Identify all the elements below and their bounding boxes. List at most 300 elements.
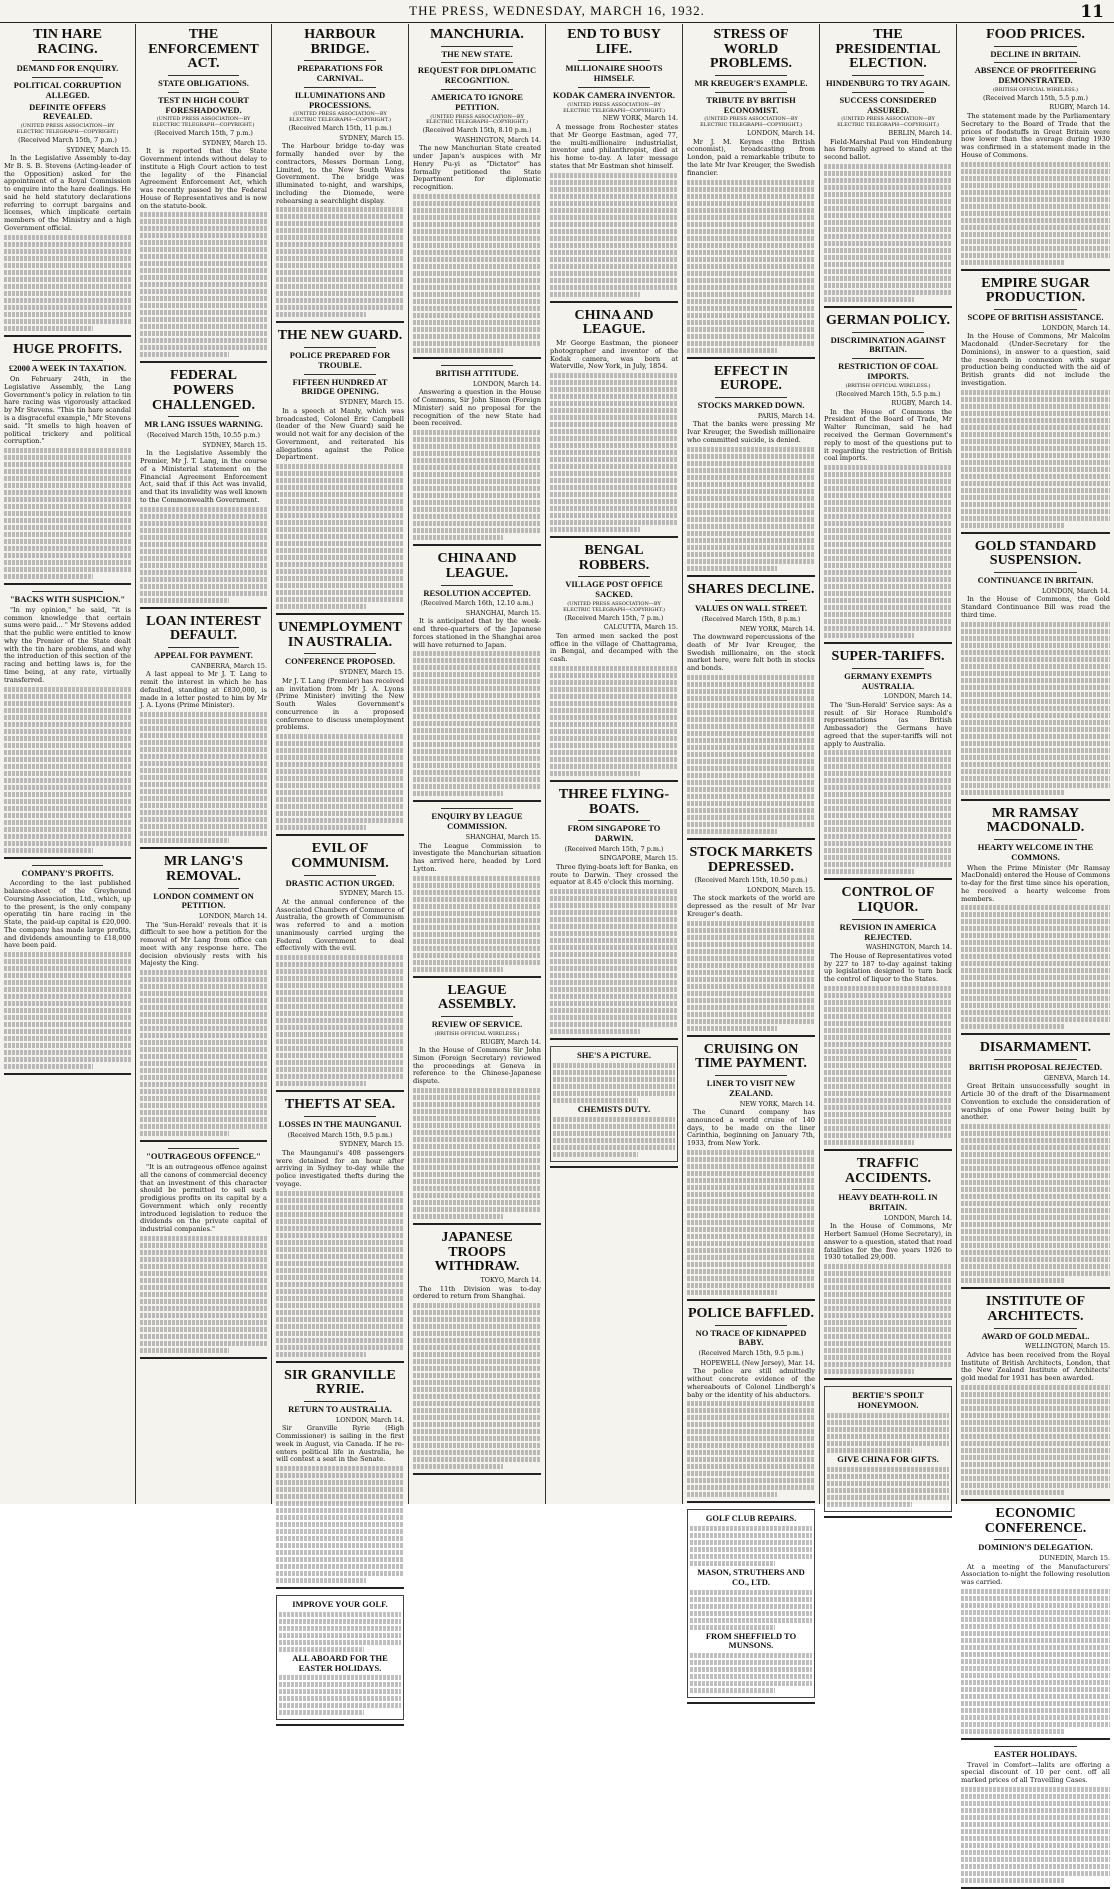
article-separator bbox=[276, 1724, 404, 1726]
subheadline: AWARD OF GOLD MEDAL. bbox=[981, 1330, 1090, 1341]
body-text-lines bbox=[413, 651, 541, 796]
advertisement bbox=[824, 1386, 952, 1511]
article-text: "It is an outrageous offence against all the canons of commercial decency that an investment of this character should be permitted to sell such prodigious profits on its capital by a Government which only recently introduced legislation to reduce the dividends on the private capital of industrial companies." bbox=[140, 1162, 267, 1234]
body-text-lines bbox=[140, 1236, 267, 1353]
subheadline: HEAVY DEATH-ROLL IN BRITAIN. bbox=[838, 1192, 938, 1213]
dateline-place: RUGBY, March 14. bbox=[891, 399, 952, 408]
body-text-lines bbox=[140, 712, 267, 843]
article-separator bbox=[413, 1223, 541, 1225]
article bbox=[687, 365, 815, 577]
dateline-place: TOKYO, March 14. bbox=[480, 1276, 541, 1285]
dateline-place: LONDON, March 14. bbox=[1042, 323, 1110, 332]
subheadline: DECLINE IN BRITAIN. bbox=[990, 48, 1081, 59]
headline: JAPANESE TROOPS WITHDRAW. bbox=[434, 1229, 520, 1275]
body-text-lines bbox=[276, 464, 404, 609]
article-separator bbox=[140, 607, 267, 609]
dateline-place: HOPEWELL (New Jersey), Mar. 14. bbox=[700, 1358, 815, 1367]
article-separator bbox=[687, 1501, 815, 1503]
wire-credit: (UNITED PRESS ASSOCIATION—BY ELECTRIC TELEGRAPH—COPYRIGHT.) bbox=[837, 116, 939, 129]
divider bbox=[852, 1189, 924, 1190]
subheadline: ENQUIRY BY LEAGUE COMMISSION. bbox=[431, 811, 523, 832]
article bbox=[276, 1369, 404, 1590]
wire-credit: (UNITED PRESS ASSOCIATION—BY ELECTRIC TELEGRAPH—COPYRIGHT.) bbox=[16, 123, 119, 136]
divider bbox=[441, 808, 513, 809]
article-text: In the House of Commons, the Gold Standard Continuance Bill was read the third time. bbox=[961, 595, 1110, 619]
article bbox=[140, 855, 267, 1142]
article bbox=[276, 1098, 404, 1362]
dateline-place: PARIS, March 14. bbox=[757, 411, 815, 420]
divider bbox=[994, 572, 1077, 573]
subheadline: MR LANG ISSUES WARNING. bbox=[144, 419, 263, 430]
divider bbox=[304, 374, 376, 375]
article bbox=[824, 650, 952, 880]
article bbox=[550, 1046, 678, 1168]
subheadline: STOCKS MARKED DOWN. bbox=[697, 399, 805, 410]
subheadline: POLITICAL CORRUPTION ALLEGED. bbox=[13, 80, 122, 100]
article bbox=[961, 1041, 1110, 1289]
divider bbox=[852, 358, 924, 359]
article-separator bbox=[961, 532, 1110, 534]
ad-heading: GOLF CLUB REPAIRS. bbox=[705, 1513, 797, 1524]
body-text-lines bbox=[687, 447, 815, 571]
divider bbox=[715, 1075, 787, 1076]
article-text: At a meeting of the Manufacturers' Association to-night the following resolution was carried. bbox=[961, 1562, 1110, 1587]
article-separator bbox=[276, 834, 404, 836]
received-time: (Received March 15th, 8.10 p.m.) bbox=[422, 126, 532, 135]
columns-container bbox=[0, 24, 1114, 1785]
headline: ECONOMIC CONFERENCE. bbox=[984, 1505, 1087, 1536]
headline: CHINA AND LEAGUE. bbox=[574, 307, 654, 338]
subheadline: CONTINUANCE IN BRITAIN. bbox=[977, 574, 1094, 585]
headline: GOLD STANDARD SUSPENSION. bbox=[974, 538, 1097, 569]
dateline-place: NEW YORK, March 14. bbox=[602, 114, 678, 123]
ad-heading: ALL ABOARD FOR THE EASTER HOLIDAYS. bbox=[292, 1652, 388, 1673]
divider bbox=[304, 1401, 376, 1402]
wire-credit: (BRITISH OFFICIAL WIRELESS.) bbox=[845, 382, 931, 389]
divider bbox=[304, 1116, 376, 1117]
article-text: In the House of Commons the President of the Board of Trade, Mr Walter Runciman, said he had received the German Government's reply to most of the questions put to it regarding the restriction of British coal imports. bbox=[824, 407, 952, 463]
subheadline: EASTER HOLIDAYS. bbox=[994, 1748, 1077, 1759]
article-separator bbox=[687, 1035, 815, 1037]
dateline-place: LONDON, March 14. bbox=[884, 1213, 952, 1222]
subheadline: FROM SINGAPORE TO DARWIN. bbox=[567, 823, 661, 844]
wire-credit: (UNITED PRESS ASSOCIATION—BY ELECTRIC TELEGRAPH—COPYRIGHT.) bbox=[563, 600, 665, 613]
divider bbox=[852, 92, 924, 93]
subheadline: DRASTIC ACTION URGED. bbox=[285, 877, 395, 888]
article-separator bbox=[413, 357, 541, 359]
body-text-lines bbox=[413, 194, 541, 353]
article-separator bbox=[4, 335, 131, 337]
article-separator bbox=[961, 1287, 1110, 1289]
article bbox=[140, 369, 267, 608]
subheadline: HEARTY WELCOME IN THE COMMONS. bbox=[977, 841, 1094, 862]
dateline-place: SYDNEY, March 15. bbox=[339, 398, 404, 407]
divider bbox=[441, 365, 513, 366]
article-text: Ten armed men sacked the post office in the village of Chattagrama, in Bengal, and decamped with the cash. bbox=[550, 631, 678, 664]
divider bbox=[441, 585, 513, 586]
body-text-lines bbox=[961, 390, 1110, 528]
article bbox=[276, 842, 404, 1092]
subheadline: RESOLUTION ACCEPTED. bbox=[423, 587, 531, 598]
headline: THREE FLYING-BOATS. bbox=[558, 786, 670, 817]
divider bbox=[852, 668, 924, 669]
article bbox=[824, 28, 952, 308]
dateline-place: CALCUTTA, March 15. bbox=[603, 623, 678, 632]
subheadline: KODAK CAMERA INVENTOR. bbox=[553, 89, 675, 100]
received-time: (Received March 15th, 7 p.m.) bbox=[564, 844, 664, 853]
article-text: It is reported that the State Government intends without delay to institute a High Court action to test the legality of the Financial Agreement Enforcement Act, which was recently passed by the Federal House of Representatives and is now on the statute-book. bbox=[140, 147, 267, 210]
headline: FOOD PRICES. bbox=[986, 27, 1085, 42]
article-text: In the House of Commons Sir John Simon (Foreign Secretary) reviewed the proceedings at Geneva in reference to the Chinese-Japanese dispute. bbox=[413, 1046, 541, 1086]
article bbox=[140, 1148, 267, 1359]
article bbox=[140, 28, 267, 363]
dateline-place: WELLINGTON, March 15. bbox=[1025, 1342, 1110, 1351]
subheadline: TEST IN HIGH COURT FORESHADOWED. bbox=[158, 94, 249, 115]
ad-heading: FROM SHEFFIELD TO MUNSONS. bbox=[705, 1630, 797, 1651]
article-separator bbox=[4, 1073, 131, 1075]
subheadline: VILLAGE POST OFFICE SACKED. bbox=[565, 579, 663, 600]
headline: LOAN INTEREST DEFAULT. bbox=[146, 613, 261, 644]
headline: GERMAN POLICY. bbox=[826, 312, 950, 328]
article-separator bbox=[961, 1738, 1110, 1740]
divider bbox=[168, 1148, 239, 1149]
article-separator bbox=[276, 613, 404, 615]
received-time: (Received March 15th, 9.5 p.m.) bbox=[287, 1130, 393, 1139]
article-text: The statement made by the Parliamentary Secretary to the Board of Trade that the prices of foodstuffs in Great Britain were now lower than the average during 1930 was confirmed in a statement made in the House of Commons. bbox=[961, 111, 1110, 159]
article-text: The new Manchurian State created under Japan's auspices with Mr Henry Pu-yi as "Dictator" has formally petitioned the State Department for diplomatic recognition. bbox=[413, 144, 541, 192]
dateline-place: SYDNEY, March 15. bbox=[339, 1140, 404, 1149]
subheadline: REVIEW OF SERVICE. bbox=[431, 1018, 523, 1029]
article-text: A last appeal to Mr J. T. Lang to remit the interest in which he has defaulted, standing at £830,000, is made in a letter posted to him by Mr J. A. Lyons (Prime Minister). bbox=[140, 670, 267, 710]
subheadline: MILLIONAIRE SHOOTS HIMSELF. bbox=[565, 63, 663, 84]
article bbox=[961, 807, 1110, 1036]
received-time: (Received March 15th, 5.5 p.m.) bbox=[983, 93, 1088, 102]
subheadline: DISCRIMINATION AGAINST BRITAIN. bbox=[830, 334, 946, 355]
headline: CONTROL OF LIQUOR. bbox=[841, 885, 935, 916]
body-text-lines bbox=[961, 162, 1110, 265]
article-text: In a speech at Manly, which was broadcasted, Colonel Eric Campbell (leader of the New Guard) said he would not wait for any decision of the Government, and reiterated his allegations against the Police Department. bbox=[276, 406, 404, 462]
body-text-lines bbox=[276, 1466, 404, 1583]
body-text-lines bbox=[961, 1787, 1110, 1883]
article-text: The Harbour bridge to-day was formally handed over by the contractors, Messrs Dorman Long, Limited, to the New South Wales Government. The bridge was illuminated to-night, and warships, including the Diomede, were rehearsing a searchlight display. bbox=[276, 142, 404, 205]
received-time: (Received March 15th, 10.50 p.m.) bbox=[694, 876, 808, 885]
wire-credit: (UNITED PRESS ASSOCIATION—BY ELECTRIC TELEGRAPH—COPYRIGHT.) bbox=[152, 116, 255, 129]
ad-text-lines bbox=[279, 1675, 401, 1715]
dateline-place: CANBERRA, March 15. bbox=[190, 661, 267, 670]
article-separator bbox=[413, 1473, 541, 1475]
dateline-place: SYDNEY, March 15. bbox=[339, 668, 404, 677]
ad-text-lines bbox=[279, 1612, 401, 1652]
headline: FEDERAL POWERS CHALLENGED. bbox=[151, 368, 256, 413]
article-separator bbox=[550, 1038, 678, 1040]
article-separator bbox=[413, 800, 541, 802]
column-6 bbox=[683, 24, 820, 1651]
headline: MR RAMSAY MACDONALD. bbox=[986, 805, 1085, 836]
body-text-lines bbox=[687, 1401, 815, 1497]
divider bbox=[168, 647, 239, 648]
article bbox=[4, 28, 131, 337]
body-text-lines bbox=[140, 212, 267, 357]
ad-text-lines bbox=[690, 1653, 812, 1693]
article-separator bbox=[824, 1516, 952, 1518]
body-text-lines bbox=[687, 1150, 815, 1295]
article bbox=[961, 28, 1110, 271]
wire-credit: (UNITED PRESS ASSOCIATION—BY ELECTRIC TELEGRAPH—COPYRIGHT.) bbox=[426, 113, 528, 126]
article bbox=[413, 1231, 541, 1475]
body-text-lines bbox=[550, 666, 678, 776]
divider bbox=[304, 60, 376, 61]
column-7 bbox=[820, 24, 957, 1504]
dateline-place: SYDNEY, March 15. bbox=[66, 145, 131, 154]
divider bbox=[578, 87, 650, 88]
body-text-lines bbox=[4, 687, 131, 853]
subheadline: REVISION IN AMERICA REJECTED. bbox=[839, 921, 937, 942]
dateline-place: GENEVA, March 14. bbox=[1043, 1073, 1110, 1082]
column-8 bbox=[957, 24, 1114, 1785]
article bbox=[550, 309, 678, 538]
subheadline: TRIBUTE BY BRITISH ECONOMIST. bbox=[706, 94, 796, 115]
received-time: (Received March 15th, 8 p.m.) bbox=[701, 614, 801, 623]
subheadline: ILLUMINATIONS AND PROCESSIONS. bbox=[294, 89, 386, 110]
article-text: When the Prime Minister (Mr Ramsay MacDonald) entered the House of Commons to-day for the first time since his operation, he received a hearty welcome from members. bbox=[961, 863, 1110, 903]
divider bbox=[32, 60, 103, 61]
column-4 bbox=[409, 24, 546, 1504]
dateline-place: SYDNEY, March 15. bbox=[202, 440, 267, 449]
article-text: At the annual conference of the Associated Chambers of Commerce of Australia, the growth of Communism was referred to and a motion unanimously carried urging the Federal Government to deal effectively with the evil. bbox=[276, 897, 404, 953]
headline: LEAGUE ASSEMBLY. bbox=[438, 982, 516, 1013]
subheadline: COMPANY'S PROFITS. bbox=[21, 867, 114, 878]
article bbox=[824, 1386, 952, 1517]
headline: EFFECT IN EUROPE. bbox=[713, 363, 789, 394]
headline: BENGAL ROBBERS. bbox=[578, 543, 650, 573]
article bbox=[687, 583, 815, 840]
divider bbox=[852, 919, 924, 920]
received-time: (Received March 15th, 5.5 p.m.) bbox=[835, 389, 941, 398]
dateline-place: SYDNEY, March 15. bbox=[339, 889, 404, 898]
headline: EMPIRE SUGAR PRODUCTION. bbox=[981, 275, 1090, 306]
article-separator bbox=[687, 1299, 815, 1301]
article-separator bbox=[687, 357, 815, 359]
ad-heading: MASON, STRUTHERS AND CO., LTD. bbox=[697, 1567, 805, 1587]
article bbox=[687, 1307, 815, 1503]
subheadline: LONDON COMMENT ON PETITION. bbox=[153, 890, 254, 911]
received-time: (Received March 15th, 9.5 p.m.) bbox=[698, 1349, 804, 1358]
article-separator bbox=[276, 1587, 404, 1589]
headline: CHINA AND LEAGUE. bbox=[437, 551, 517, 581]
article-text: Mr J. M. Keynes (the British economist), broadcasting from London, paid a remarkable tribute to the late Mr Ivar Kreuger, the Swedish financier. bbox=[687, 137, 815, 177]
subheadline: POLICE PREPARED FOR TROUBLE. bbox=[289, 350, 391, 370]
article-text: A message from Rochester states that Mr George Eastman, aged 77, the multi-millionaire industrialist, inventor and philanthropist, died at his home to-day. A later message states that Mr Eastman shot himself. bbox=[550, 123, 678, 170]
article-text: The stock markets of the world are depressed as the result of Mr Ivar Kreuger's death. bbox=[687, 894, 815, 918]
body-text-lines bbox=[550, 173, 678, 297]
headline: SUPER-TARIFFS. bbox=[831, 649, 945, 665]
article-text: "In my opinion," he said, "it is common knowledge that certain sums were paid... " Mr Stevens added that the public were entitled to know why the Premier of the State dealt with the tin hare problems, and why the introduction of this section of the racing and betting laws is, for the time being, at any rate, virtually transferred. bbox=[4, 605, 131, 684]
article-separator bbox=[276, 1361, 404, 1363]
divider bbox=[578, 576, 650, 577]
article bbox=[550, 544, 678, 782]
body-text-lines bbox=[824, 750, 952, 874]
article bbox=[824, 1157, 952, 1380]
subheadline: ABSENCE OF PROFITEERING DEMONSTRATED. bbox=[974, 65, 1097, 86]
masthead-title: THE PRESS, WEDNESDAY, MARCH 16, 1932. bbox=[409, 3, 705, 18]
dateline-place: RUGBY, March 14. bbox=[1049, 103, 1110, 112]
ad-text-lines bbox=[690, 1590, 812, 1630]
divider bbox=[168, 888, 239, 889]
article-text: Three flying-boats left for Banka, en route to Darwin. They crossed the equator at 8.45 o'clock this morning. bbox=[550, 862, 678, 887]
divider bbox=[994, 309, 1077, 310]
article-separator bbox=[4, 857, 131, 859]
received-time: (Received March 15th, 11 p.m.) bbox=[288, 124, 392, 133]
article-text: That the banks were pressing Mr Ivar Kreuger, the Swedish millionaire who committed suicide, is denied. bbox=[687, 420, 815, 444]
article bbox=[140, 615, 267, 850]
divider bbox=[168, 416, 239, 417]
article bbox=[687, 1043, 815, 1301]
article bbox=[961, 540, 1110, 801]
article-separator bbox=[687, 575, 815, 577]
article-separator bbox=[413, 544, 541, 546]
divider bbox=[304, 87, 376, 88]
subheadline: LINER TO VISIT NEW ZEALAND. bbox=[706, 1078, 796, 1098]
article-separator bbox=[687, 838, 815, 840]
dateline-place: RUGBY, March 14. bbox=[480, 1037, 541, 1046]
subheadline: MR KREUGER'S EXAMPLE. bbox=[694, 78, 808, 89]
article bbox=[276, 28, 404, 323]
divider bbox=[715, 397, 787, 398]
article-separator bbox=[550, 1166, 678, 1168]
body-text-lines bbox=[687, 180, 815, 353]
body-text-lines bbox=[413, 1088, 541, 1219]
article-text: Sir Granville Ryrie (High Commissioner) is sailing in the first week in August, via Canada. If he re-enters political life in Australia, he will contest a seat in the Senate. bbox=[276, 1424, 404, 1464]
body-text-lines bbox=[961, 1124, 1110, 1283]
wire-credit: (BRITISH OFFICIAL WIRELESS.) bbox=[992, 86, 1078, 93]
ad-text-lines bbox=[827, 1413, 949, 1453]
body-text-lines bbox=[824, 986, 952, 1145]
received-time: (Received March 15th, 10.55 p.m.) bbox=[146, 431, 261, 440]
received-time: (Received March 15th, 7 p.m.) bbox=[154, 129, 253, 138]
subheadline: REQUEST FOR DIPLOMATIC RECOGNITION. bbox=[417, 65, 537, 86]
body-text-lines bbox=[961, 622, 1110, 795]
divider bbox=[441, 62, 513, 63]
article-text: The Maunganui's 408 passengers were detained for an hour after arriving in Sydney to-day while the police investigated thefts during the voyage. bbox=[276, 1148, 404, 1188]
dateline-place: SHANGHAI, March 15. bbox=[465, 832, 541, 841]
article bbox=[961, 277, 1110, 534]
article-text: Great Britain unsuccessfully sought in Article 30 of the draft of the Disarmament Convention to exclude the consideration of warships of one Power being built by another. bbox=[961, 1082, 1110, 1122]
advertisement bbox=[687, 1509, 815, 1698]
subheadline: "OUTRAGEOUS OFFENCE." bbox=[146, 1151, 261, 1162]
article bbox=[824, 886, 952, 1151]
divider bbox=[304, 347, 376, 348]
subheadline: HINDENBURG TO TRY AGAIN. bbox=[825, 78, 951, 89]
headline: DISARMAMENT. bbox=[979, 1040, 1092, 1056]
headline: MANCHURIA. bbox=[430, 27, 524, 42]
headline: STOCK MARKETS DEPRESSED. bbox=[689, 844, 813, 875]
column-5 bbox=[546, 24, 683, 1504]
ad-text-lines bbox=[553, 1117, 675, 1157]
headline: UNEMPLOYMENT IN AUSTRALIA. bbox=[278, 620, 402, 650]
body-text-lines bbox=[687, 675, 815, 834]
article bbox=[961, 1295, 1110, 1501]
article-text: The 'Sun-Herald' Service says: As a result of Sir Horace Rumbold's representations (as British Ambassador) the Germans have agreed that the super-tariffs will not apply to Australia. bbox=[824, 700, 952, 748]
article bbox=[276, 329, 404, 615]
received-time: (Received March 15th, 7 p.m.) bbox=[564, 613, 664, 622]
headline: SHARES DECLINE. bbox=[687, 581, 815, 597]
article-text: The Cunard company has announced a world cruise of 140 days, to be made on the liner Carinthia, beginning on January 7th, 1933, from New York. bbox=[687, 1108, 815, 1148]
body-text-lines bbox=[687, 921, 815, 1031]
article-separator bbox=[413, 976, 541, 978]
subheadline: "BACKS WITH SUSPICION." bbox=[9, 594, 126, 605]
body-text-lines bbox=[276, 734, 404, 830]
dateline-place: WASHINGTON, March 14. bbox=[454, 135, 541, 144]
body-text-lines bbox=[4, 235, 131, 331]
article-separator bbox=[550, 780, 678, 782]
wire-credit: (UNITED PRESS ASSOCIATION—BY ELECTRIC TELEGRAPH—COPYRIGHT.) bbox=[289, 111, 391, 124]
dateline-place: BERLIN, March 14. bbox=[888, 129, 952, 138]
article-separator bbox=[140, 847, 267, 849]
divider bbox=[441, 46, 513, 47]
article-separator bbox=[276, 1090, 404, 1092]
divider bbox=[168, 75, 239, 76]
headline: POLICE BAFFLED. bbox=[687, 1305, 814, 1321]
article-text: In the Legislative Assembly the Premier, Mr J. T. Lang, in the course of a Ministerial statement on the Financial Agreement Enforcement Act, said that if this Act was invalid, and that its invalidity was well known to the Commonwealth Government. bbox=[140, 449, 267, 504]
dateline-place: LONDON, March 14. bbox=[473, 379, 541, 388]
article bbox=[824, 314, 952, 644]
wire-credit: (BRITISH OFFICIAL WIRELESS.) bbox=[434, 1030, 520, 1037]
divider bbox=[852, 75, 924, 76]
article-text: Travel in Comfort—Ialits are offering a special discount of 10 per cent. off all marked prices of all Travelling Cases. bbox=[961, 1760, 1110, 1785]
article-separator bbox=[961, 1033, 1110, 1035]
dateline-place: WASHINGTON, March 14. bbox=[865, 943, 952, 952]
article-separator bbox=[961, 1499, 1110, 1501]
article-text: According to the last published balance-sheet of the Greyhound Coursing Association, Ltd., which, up to the present, is the only company operating tin hare racing in the State, the paid-up capital is £20,000. The company has made large profits, and dividends amounting to £18,000 have been paid. bbox=[4, 879, 131, 950]
article-text: Field-Marshal Paul von Hindenburg has formally agreed to stand at the second ballot. bbox=[824, 137, 952, 162]
body-text-lines bbox=[550, 373, 678, 532]
dateline-place: SHANGHAI, March 15. bbox=[465, 608, 541, 617]
article bbox=[687, 1509, 815, 1704]
body-text-lines bbox=[413, 430, 541, 540]
divider bbox=[32, 865, 103, 866]
article-text: The 11th Division was to-day ordered to return from Shanghai. bbox=[413, 1284, 541, 1301]
dateline-place: SYDNEY, March 15. bbox=[339, 133, 404, 142]
page-number: 11 bbox=[1080, 2, 1104, 22]
ad-heading: GIVE CHINA FOR GIFTS. bbox=[837, 1453, 939, 1464]
article-separator bbox=[961, 269, 1110, 271]
article-text: The League Commission to investigate the Manchurian situation has arrived here, headed by Lord Lytton. bbox=[413, 841, 541, 873]
article-separator bbox=[550, 301, 678, 303]
dateline-place: LONDON, March 14. bbox=[747, 129, 815, 138]
headline: END TO BUSY LIFE. bbox=[567, 27, 661, 57]
headline: HUGE PROFITS. bbox=[13, 341, 122, 357]
divider bbox=[441, 1016, 513, 1017]
body-text-lines bbox=[276, 955, 404, 1086]
headline: SIR GRANVILLE RYRIE. bbox=[284, 1367, 396, 1398]
subheadline: GERMANY EXEMPTS AUSTRALIA. bbox=[844, 670, 932, 691]
body-text-lines bbox=[276, 1191, 404, 1357]
received-time: (Received March 16th, 12.10 a.m.) bbox=[420, 599, 534, 608]
article-separator bbox=[824, 642, 952, 644]
dateline-place: LONDON, March 14. bbox=[199, 912, 267, 921]
subheadline: THE NEW STATE. bbox=[441, 48, 513, 59]
subheadline: SCOPE OF BRITISH ASSISTANCE. bbox=[967, 311, 1104, 322]
article-text: Answering a question in the House of Commons, Sir John Simon (Foreign Minister) said no proposal for the recognition of the new State had been received. bbox=[413, 388, 541, 428]
divider bbox=[994, 1746, 1077, 1747]
divider bbox=[715, 75, 787, 76]
article bbox=[961, 1507, 1110, 1740]
divider bbox=[994, 46, 1077, 47]
article-text: The House of Representatives voted by 227 to 187 to-day against taking up legislation designed to turn back the control of liquor to the States. bbox=[824, 951, 952, 984]
divider bbox=[852, 332, 924, 333]
divider bbox=[441, 89, 513, 90]
divider bbox=[994, 1539, 1077, 1540]
